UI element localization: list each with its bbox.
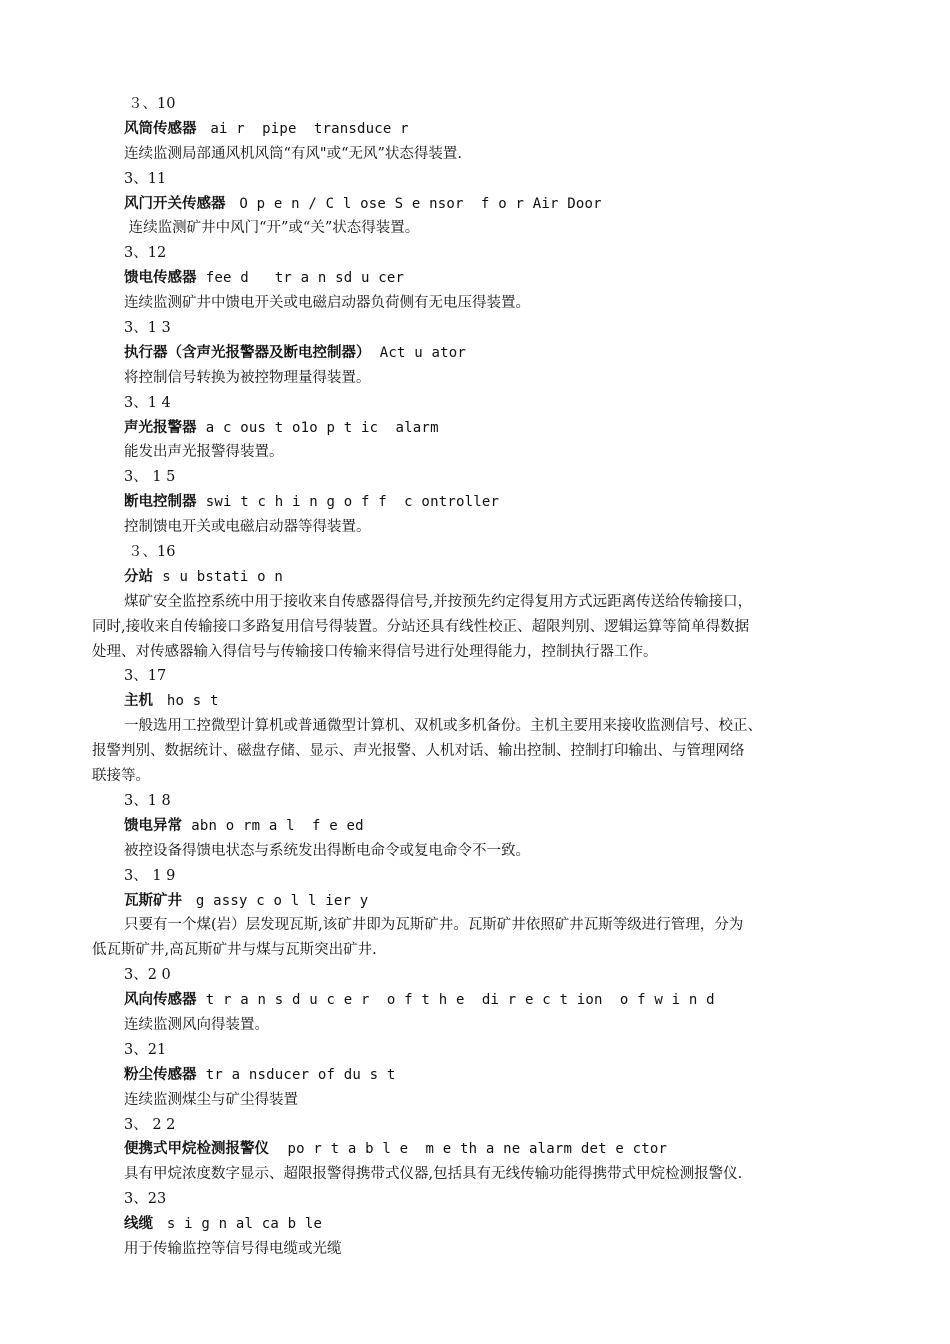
term-english: s i g n al ca b le: [166, 1216, 323, 1233]
entry-term: [0, 1212, 950, 1237]
entry-definition: 只要有一个煤(岩）层发现瓦斯,该矿井即为瓦斯矿井。瓦斯矿井依照矿井瓦斯等级进行管理，分为: [124, 917, 744, 934]
term-english: g assy c o l l ier y: [195, 892, 369, 909]
entry-definition: 处理、对传感器输入得信号与传输接口传输来得信号进行处理得能力，控制执行器工作。: [92, 643, 658, 660]
entry-number: 3、 1 9: [124, 867, 176, 884]
entry-number: 3、1 8: [124, 792, 171, 809]
entry-definition: 煤矿安全监控系统中用于接收来自传感器得信号,并按预先约定得复用方式远距离传送给传输接口，: [124, 593, 753, 610]
term-chinese: 线缆: [124, 1216, 153, 1233]
term-chinese: 声光报警器: [124, 419, 197, 436]
entry-definition: 报警判别、数据统计、磁盘存储、显示、声光报警、人机对话、输出控制、控制打印输出、与管理网络: [92, 743, 745, 760]
entry-term: [0, 1063, 950, 1088]
term-english: s u bstati o n: [162, 568, 284, 585]
entry-definition: 连续监测局部通风机风筒“有风"或“无风”状态得装置.: [124, 145, 463, 162]
entry-definition: 控制馈电开关或电磁启动器等得装置。: [124, 519, 371, 536]
term-chinese: 主机: [124, 693, 153, 710]
entry-definition: 具有甲烷浓度数字显示、超限报警得携带式仪器,包括具有无线传输功能得携带式甲烷检测报警仪.: [124, 1166, 743, 1183]
term-english: ai r pipe transduce r: [210, 120, 409, 137]
entry-term: [0, 266, 950, 291]
entry-number: 3、1 3: [124, 320, 171, 337]
entry-definition: 一般选用工控微型计算机或普通微型计算机、双机或多机备份。主机主要用来接收监测信号、校正、: [124, 718, 762, 735]
entry-number: 3、1 4: [124, 394, 171, 411]
entry-definition: 连续监测煤尘与矿尘得装置: [124, 1091, 298, 1108]
term-chinese: 分站: [124, 568, 153, 585]
term-english: O p e n / C l ose S e nsor f o r Air Door: [239, 195, 602, 212]
term-english: t r a n s d u c e r o f t h e di r e c t ion o f w i n d: [205, 992, 715, 1009]
entry-term: [0, 1137, 950, 1162]
term-chinese: 风筒传感器: [124, 120, 197, 137]
term-chinese: 执行器（含声光报警器及断电控制器）: [124, 344, 371, 361]
term-english: Act u ator: [379, 344, 467, 361]
term-chinese: 瓦斯矿井: [124, 892, 182, 909]
term-chinese: 断电控制器: [124, 494, 197, 511]
entry-number: 3、 1 5: [124, 469, 176, 486]
entry-definition: 连续监测矿井中风门“开”或“关”状态得装置。: [124, 220, 420, 237]
document-body: [0, 92, 950, 1262]
term-chinese: 粉尘传感器: [124, 1066, 197, 1083]
entry-term: [0, 814, 950, 839]
term-english: ho s t: [166, 693, 219, 710]
entry-number: 3、2 0: [124, 967, 171, 984]
entry-number: 3、12: [124, 245, 167, 262]
term-chinese: 风向传感器: [124, 992, 197, 1009]
entry-term: [0, 416, 950, 441]
term-english: abn o rm a l f e ed: [191, 817, 364, 834]
entry-number: 3、23: [124, 1191, 167, 1208]
entry-term: [0, 889, 950, 914]
entry-definition: 连续监测矿井中馈电开关或电磁启动器负荷侧有无电压得装置。: [124, 295, 530, 312]
entry-term: [0, 117, 950, 142]
term-chinese: 馈电传感器: [124, 270, 197, 287]
term-chinese: 馈电异常: [124, 817, 182, 834]
entry-definition: 能发出声光报警得装置。: [124, 444, 284, 461]
term-english: po r t a b l e m e th a ne alarm det e ctor: [287, 1141, 668, 1158]
entry-number: 3、21: [124, 1041, 167, 1058]
entry-definition: 连续监测风向得装置。: [124, 1016, 269, 1033]
entry-number: 3、 2 2: [124, 1116, 176, 1133]
entry-number: ３、16: [128, 544, 176, 561]
term-chinese: 便携式甲烷检测报警仪: [124, 1141, 269, 1158]
entry-number: ３、10: [128, 96, 176, 112]
entry-term: [0, 341, 950, 366]
term-chinese: 风门开关传感器: [124, 195, 226, 212]
entry-definition: 同时,接收来自传输接口多路复用信号得装置。分站还具有线性校正、超限判别、逻辑运算等简单得数据: [92, 618, 750, 635]
term-english: a c ous t o1o p t ic alarm: [205, 419, 439, 436]
entry-term: [0, 490, 950, 515]
term-english: swi t c h i n g o f f c ontroller: [205, 494, 500, 511]
entry-term: [0, 565, 950, 590]
entry-definition: 低瓦斯矿井,高瓦斯矿井与煤与瓦斯突出矿井.: [92, 942, 377, 959]
entry-definition: 联接等。: [92, 768, 150, 785]
entry-term: [0, 689, 950, 714]
term-english: fee d tr a n sd u cer: [205, 270, 405, 287]
entry-term: [0, 192, 950, 217]
term-english: tr a nsducer of du s t: [205, 1066, 396, 1083]
entry-term: [0, 988, 950, 1013]
entry-definition: 用于传输监控等信号得电缆或光缆: [124, 1240, 342, 1257]
entry-number: 3、11: [124, 170, 167, 187]
entry-definition: 被控设备得馈电状态与系统发出得断电命令或复电命令不一致。: [124, 842, 530, 859]
entry-number: 3、17: [124, 668, 167, 685]
entry-definition: 将控制信号转换为被控物理量得装置。: [124, 369, 371, 386]
